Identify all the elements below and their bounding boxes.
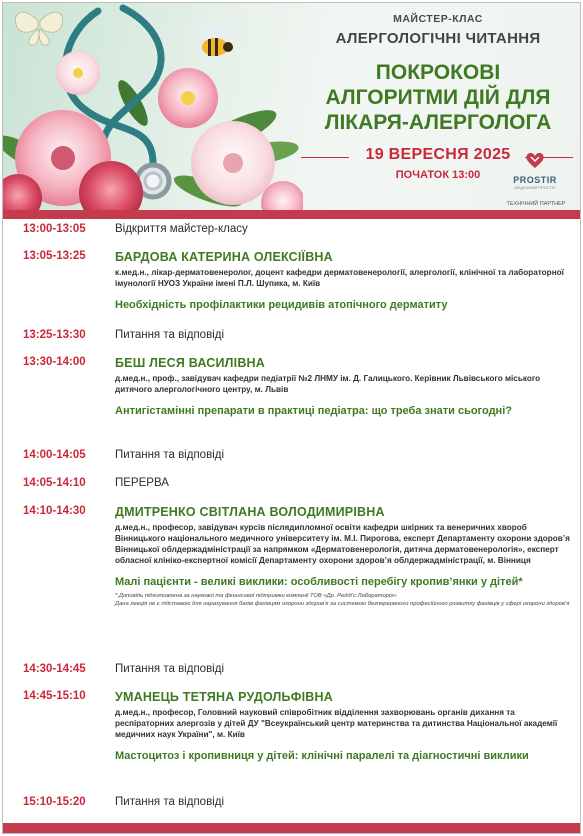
slot-title: Відкриття майстер-класу: [115, 223, 248, 235]
event-type: МАЙСТЕР-КЛАС: [393, 13, 483, 25]
talk-topic: Необхідність профілактики рецидивів атопічного дерматиту: [115, 299, 448, 311]
speaker-bio: к.мед.н., лікар-дерматовенеролог, доцент кафедри дерматовенерології, алергології, клінічної та лабораторної імунології НУОЗ України імені П.Л. Шупика, м. Київ: [115, 268, 564, 288]
speaker-name: БАРДОВА КАТЕРИНА ОЛЕКСІЇВНА: [115, 250, 333, 264]
slot-time: 14:10-14:30: [23, 505, 86, 517]
bottom-accent-bar: [3, 823, 580, 833]
slot-title: Питання та відповіді: [115, 449, 225, 461]
header-banner: [3, 3, 580, 210]
speaker-bio: д.мед.н., професор, Головний науковий співробітник відділення захворювань органів дихання та респіраторних алергозів у дітей ДУ "Всеукраїнський центр материнства та дитинства Національної академії медичних наук України", м. Київ: [115, 708, 558, 739]
partner-logo: [497, 151, 573, 190]
program-page: [2, 2, 581, 834]
cpd-note: Дана лекція не є підставою для нарахування балів фахівцям охорони здоров’я за системою безперервного професійного розвитку фахівців у сфері охорони здоров’я: [115, 601, 570, 607]
sponsor-note: * Доповідь підготовлена за наукової та фінансової підтримки компанії ТОВ «Др. Редді’с Лабораторіз».: [115, 593, 398, 599]
butterfly-icon: [15, 12, 62, 45]
slot-title: Питання та відповіді: [115, 796, 225, 808]
page-title: [293, 60, 580, 135]
speaker-name: УМАНЕЦЬ ТЕТЯНА РУДОЛЬФІВНА: [115, 690, 333, 704]
talk-topic: Антигістамінні препарати в практиці педіатра: що треба знати сьогодні?: [115, 405, 512, 417]
slot-time: 14:05-14:10: [23, 477, 86, 489]
slot-time: 15:10-15:20: [23, 796, 86, 808]
slot-time: 14:00-14:05: [23, 449, 86, 461]
partner-caption: ТЕХНІЧНИЙ ПАРТНЕР: [506, 201, 566, 207]
title-line: ЛІКАРЯ-АЛЕРГОЛОГА: [324, 111, 552, 134]
speaker-bio: д.мед.н., професор, завідувач курсів післядипломної освіти кафедри шкірних та венеричних хвороб Вінницького національного медичного університету ім. М.І. Пирогова, експерт Департаменту охорони здоров’я Вінницької облдержадміністрації за напрямком «Дерматовенерологія, дитяча дерматовенерологія», експерт обласної клініко-експертної комісії Департаменту охорони здоров’я облдержадміністрації, м. Вінниця: [115, 523, 570, 565]
slot-time: 13:30-14:00: [23, 356, 86, 368]
title-line: АЛГОРИТМИ ДІЙ ДЛЯ: [325, 86, 551, 109]
slot-time: 13:05-13:25: [23, 250, 86, 262]
bee-icon: [199, 25, 233, 56]
speaker-name: БЕШ ЛЕСЯ ВАСИЛІВНА: [115, 356, 266, 370]
partner-logo-sub: МЕДИЧНИЙ ПРОСТІР: [514, 185, 556, 190]
top-accent-bar: [3, 210, 580, 219]
slot-time: 14:45-15:10: [23, 690, 86, 702]
speaker-name: ДМИТРЕНКО СВІТЛАНА ВОЛОДИМИРІВНА: [115, 505, 385, 519]
illustration-art: [3, 3, 303, 210]
title-line: ПОКРОКОВІ: [375, 61, 501, 84]
slot-title: ПЕРЕРВА: [115, 477, 169, 489]
event-date: 19 ВЕРЕСНЯ 2025: [365, 146, 511, 163]
partner-logo-name: PROSTIR: [513, 175, 557, 185]
talk-topic: Мастоцитоз і кропивниця у дітей: клінічні паралелі та діагностичні виклики: [115, 750, 529, 762]
slot-time: 14:30-14:45: [23, 663, 86, 675]
slot-time: 13:25-13:30: [23, 329, 86, 341]
event-series: АЛЕРГОЛОГІЧНІ ЧИТАННЯ: [335, 30, 541, 47]
talk-topic: Малі пацієнти - великі виклики: особливості перебігу кропив’янки у дітей*: [115, 576, 523, 588]
slot-time: 13:00-13:05: [23, 223, 86, 235]
slot-title: Питання та відповіді: [115, 329, 225, 341]
prostir-logo-icon: [525, 151, 545, 169]
speaker-bio: д.мед.н., проф., завідувач кафедри педіатрії №2 ЛНМУ ім. Д. Галицького. Керівник Львівського міського дитячого алергологічного центру, м. Львів: [115, 374, 541, 394]
start-time: ПОЧАТОК 13:00: [395, 169, 481, 181]
slot-title: Питання та відповіді: [115, 663, 225, 675]
